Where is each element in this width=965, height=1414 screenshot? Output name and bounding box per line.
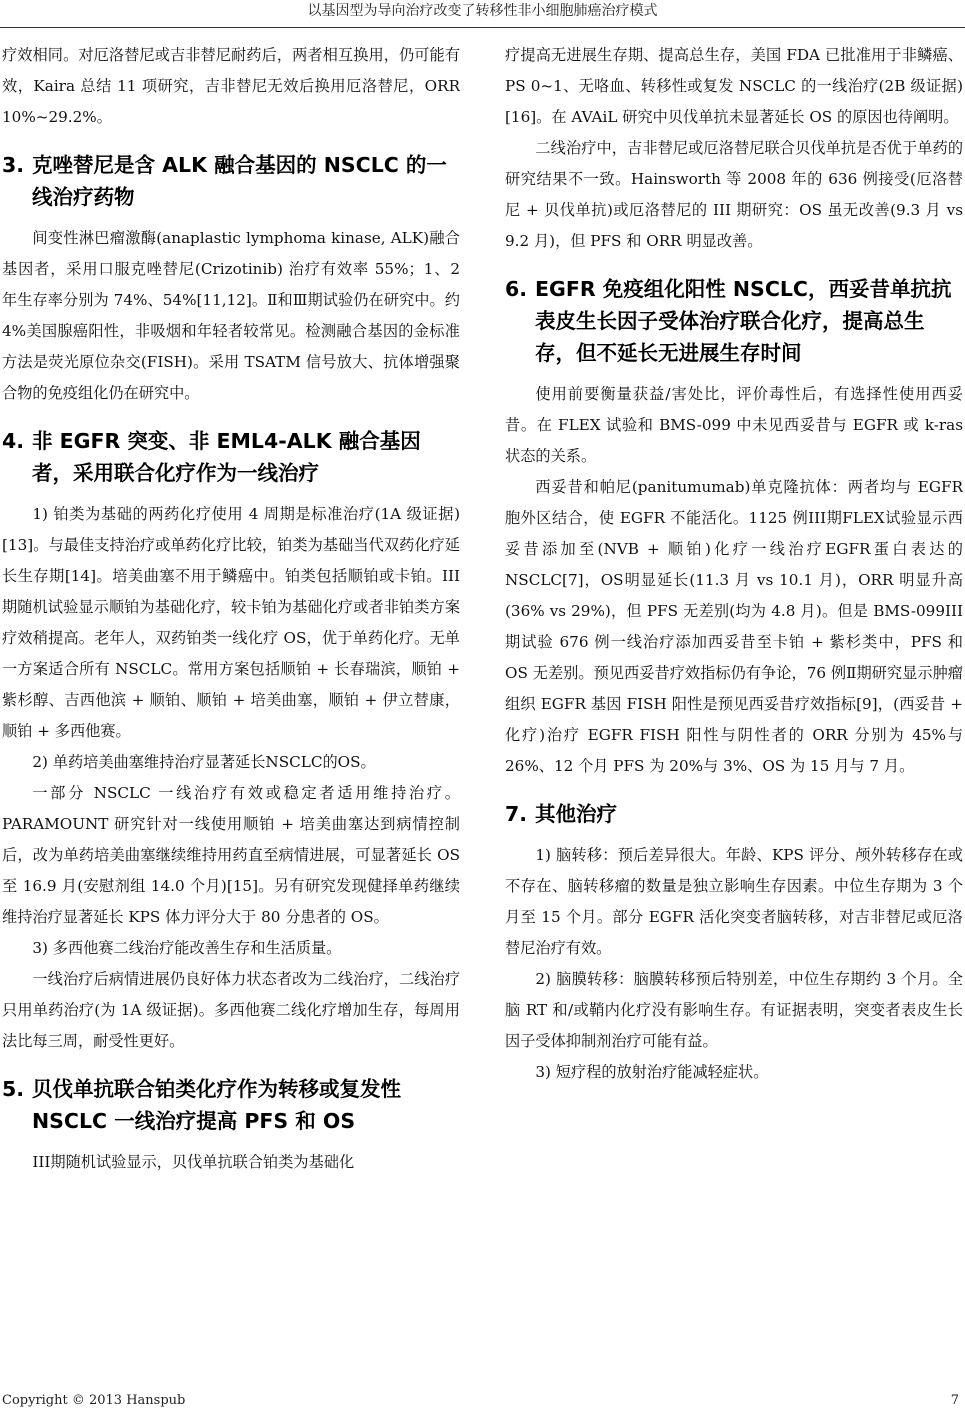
- section-3-heading: [2, 149, 460, 213]
- section-4-heading: [2, 425, 460, 489]
- section-title: 克唑替尼是含 ALK 融合基因的 NSCLC 的一线治疗药物: [32, 153, 447, 209]
- paragraph: 一部分 NSCLC 一线治疗有效或稳定者适用维持治疗。PARAMOUNT 研究针对一线使用顺铂 + 培美曲塞达到病情控制后，改为单药培美曲塞继续维持用药直至病情进展，可显著延长 OS 至 16.9 月(安慰剂组 14.0 个月)[15]。另有研究发现健择单药继续维持治疗显著延长 KPS 体力评分大于 80 分患者的 OS。: [2, 784, 460, 926]
- paragraph: 1) 脑转移：预后差异很大。年龄、KPS 评分、颅外转移存在或不存在、脑转移瘤的数量是独立影响生存因素。中位生存期为 3 个月至 15 个月。部分 EGFR 活化突变者脑转移，对吉非替尼或厄洛替尼治疗有效。: [505, 846, 963, 957]
- paragraph: 疗提高无进展生存期、提高总生存，美国 FDA 已批准用于非鳞癌、PS 0~1、无咯血、转移性或复发 NSCLC 的一线治疗(2B 级证据)[16]。在 AVAiL 研究中贝伐单抗未显著延长 OS 的原因也待阐明。: [505, 46, 963, 126]
- section-number: 6.: [505, 277, 528, 301]
- paragraph: 3) 短疗程的放射治疗能减轻症状。: [535, 1063, 769, 1081]
- section-title: EGFR 免疫组化阳性 NSCLC，西妥昔单抗抗表皮生长因子受体治疗联合化疗，提高总生存，但不延长无进展生存时间: [535, 277, 952, 365]
- left-column: [2, 40, 460, 1380]
- running-header: [0, 0, 965, 28]
- section-title: 非 EGFR 突变、非 EML4-ALK 融合基因者，采用联合化疗作为一线治疗: [32, 429, 421, 485]
- paragraph: 一线治疗后病情进展仍良好体力状态者改为二线治疗，二线治疗只用单药治疗(为 1A 级证据)。多西他赛二线化疗增加生存，每周用法比每三周，耐受性更好。: [2, 970, 460, 1050]
- section-number: 7.: [505, 802, 528, 826]
- paragraph: 2) 脑膜转移：脑膜转移预后特别差，中位生存期约 3 个月。全脑 RT 和/或鞘内化疗没有影响生存。有证据表明，突变者表皮生长因子受体抑制剂治疗可能有益。: [505, 970, 963, 1050]
- paragraph: 2) 单药培美曲塞维持治疗显著延长NSCLC的OS。: [32, 753, 376, 771]
- copyright-notice: Copyright © 2013 Hanspub: [2, 1393, 186, 1408]
- section-number: 4.: [2, 429, 25, 453]
- paragraph: 使用前要衡量获益/害处比，评价毒性后，有选择性使用西妥昔。在 FLEX 试验和 BMS-099 中未见西妥昔与 EGFR 或 k-ras 状态的关系。: [505, 385, 963, 465]
- section-6-heading: [505, 273, 963, 369]
- paragraph: 间变性淋巴瘤激酶(anaplastic lymphoma kinase, ALK)融合基因者，采用口服克唑替尼(Crizotinib) 治疗有效率 55%；1、2 年生存率分别为 74%、54%[11,12]。Ⅱ和Ⅲ期试验仍在研究中。约 4%美国腺癌阳性，非吸烟和年轻者较常见。检测融合基因的金标准方法是荧光原位杂交(FISH)。采用 TSATM 信号放大、抗体增强聚合物的免疫组化仍在研究中。: [2, 229, 460, 402]
- section-number: 5.: [2, 1077, 25, 1101]
- section-7-heading: [505, 798, 963, 830]
- right-column: [505, 40, 963, 1380]
- section-title: 其他治疗: [535, 802, 617, 826]
- running-title: 以基因型为导向治疗改变了转移性非小细胞肺癌治疗模式: [307, 3, 658, 19]
- paragraph: 疗效相同。对厄洛替尼或吉非替尼耐药后，两者相互换用，仍可能有效，Kaira 总结 11 项研究，吉非替尼无效后换用厄洛替尼，ORR 10%~29.2%。: [2, 46, 460, 126]
- page-footer: [0, 1390, 965, 1412]
- paragraph: 3) 多西他赛二线治疗能改善生存和生活质量。: [32, 939, 342, 957]
- section-number: 3.: [2, 153, 25, 177]
- page-number: 7: [950, 1393, 959, 1408]
- section-5-heading: [2, 1073, 460, 1137]
- header-divider: [0, 27, 965, 28]
- paragraph: 西妥昔和帕尼(panitumumab)单克隆抗体：两者均与 EGFR 胞外区结合，使 EGFR 不能活化。1125 例III期FLEX试验显示西妥昔添加至(NVB + 顺铂)化疗一线治疗EGFR蛋白表达的NSCLC[7]，OS明显延长(11.3 月 vs 10.1 月)，ORR 明显升高(36% vs 29%)，但 PFS 无差别(均为 4.8 月)。但是 BMS-099III期试验 676 例一线治疗添加西妥昔至卡铂 + 紫杉类中，PFS 和 OS 无差别。预见西妥昔疗效指标仍有争论，76 例Ⅱ期研究显示肿瘤组织 EGFR 基因 FISH 阳性是预见西妥昔疗效指标[9]，(西妥昔 + 化疗)治疗 EGFR FISH 阳性与阴性者的 ORR 分别为 45%与 26%、12 个月 PFS 为 20%与 3%、OS 为 15 月与 7 月。: [505, 478, 963, 775]
- paragraph: 二线治疗中，吉非替尼或厄洛替尼联合贝伐单抗是否优于单药的研究结果不一致。Hainsworth 等 2008 年的 636 例接受(厄洛替尼 + 贝伐单抗)或厄洛替尼的 III 期研究：OS 虽无改善(9.3 月 vs 9.2 月)，但 PFS 和 ORR 明显改善。: [505, 139, 963, 250]
- section-title: 贝伐单抗联合铂类化疗作为转移或复发性 NSCLC 一线治疗提高 PFS 和 OS: [32, 1077, 401, 1133]
- paragraph: III期随机试验显示，贝伐单抗联合铂类为基础化: [32, 1153, 355, 1171]
- paragraph: 1) 铂类为基础的两药化疗使用 4 周期是标准治疗(1A 级证据)[13]。与最佳支持治疗或单药化疗比较，铂类为基础当代双药化疗延长生存期[14]。培美曲塞不用于鳞癌中。铂类包括顺铂或卡铂。III期随机试验显示顺铂为基础化疗，较卡铂为基础化疗或者非铂类方案疗效稍提高。老年人，双药铂类一线化疗 OS，优于单药化疗。无单一方案适合所有 NSCLC。常用方案包括顺铂 + 长春瑞滨，顺铂 + 紫杉醇、吉西他滨 + 顺铂、顺铂 + 培美曲塞，顺铂 + 伊立替康，顺铂 + 多西他赛。: [2, 505, 460, 740]
